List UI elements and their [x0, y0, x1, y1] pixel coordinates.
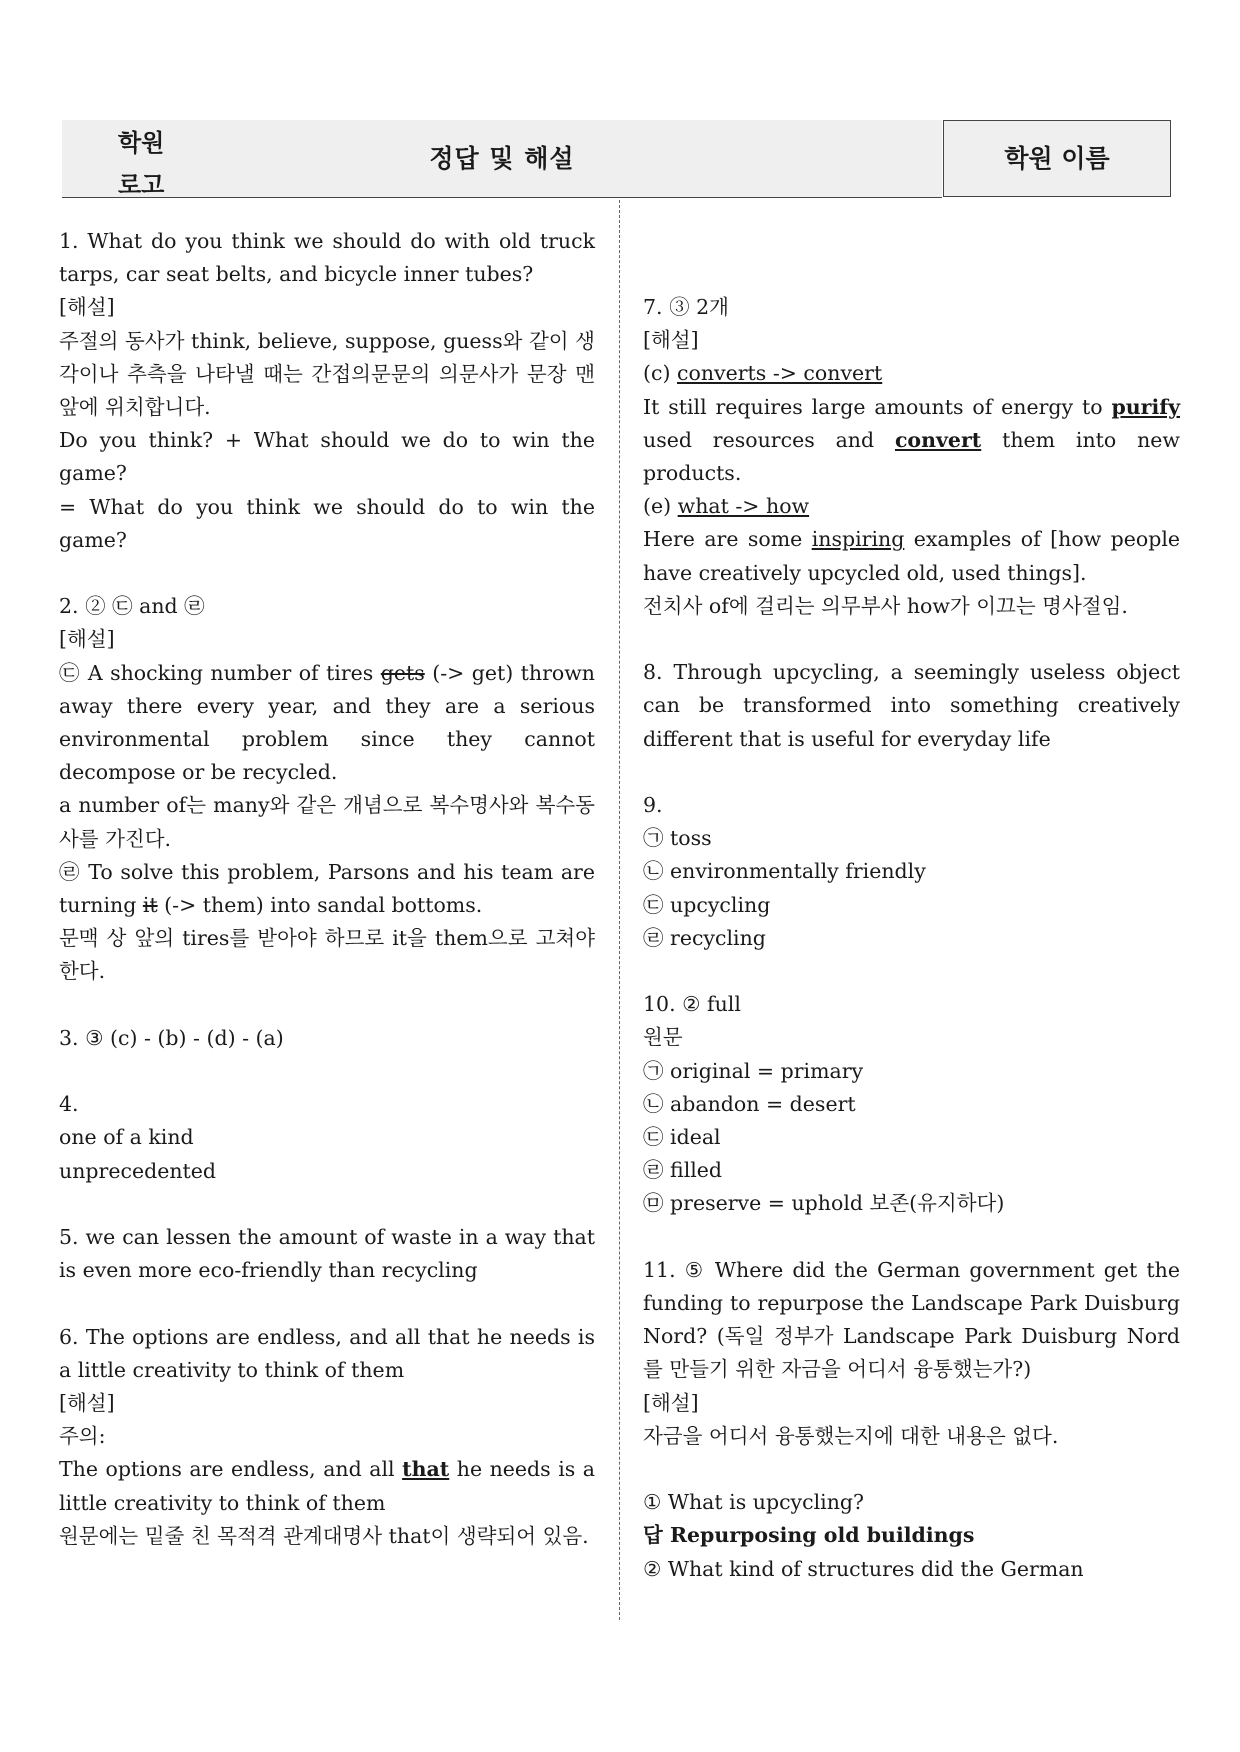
- q7-sentence-e: [643, 523, 1180, 589]
- q9-answer-a: ㉠ toss: [643, 826, 712, 851]
- struck-word: it: [142, 893, 158, 918]
- column-divider: [619, 200, 620, 1620]
- text: ㉢ A shocking number of tires: [59, 660, 381, 685]
- q4-answer-a: one of a kind: [59, 1125, 194, 1150]
- q11-option-2: ② What kind of structures did the German: [643, 1556, 1084, 1581]
- underlined-word: inspiring: [811, 527, 905, 552]
- q2-sentence-c: [59, 657, 595, 790]
- underlined-word: convert: [894, 427, 982, 452]
- q6-explanation-tag: [해설]: [59, 1391, 115, 1416]
- text: (-> them) into sandal bottoms.: [157, 893, 483, 918]
- text: examples of [how people have creatively upcycled old, used things].: [643, 527, 1181, 585]
- q1-question: 1. What do you think we should do with old truck tarps, car seat belts, and bicycle inner tubes?: [59, 229, 595, 287]
- q2-explanation-tag: [해설]: [59, 627, 115, 652]
- text: Here are some: [643, 527, 812, 552]
- q7-item-e: [643, 490, 1180, 523]
- right-column: [643, 291, 1180, 1586]
- q8-answer: 8. Through upcycling, a seemingly useless object can be transformed into something creatively different that is useful for everyday life: [643, 660, 1180, 751]
- q11-answer: 11. ⑤ Where did the German government get the funding to repurpose the Landscape Park Duisburg Nord? (독일 정부가 Landscape Park Duisburg Nord를 만들기 위한 자금을 어디서 융통했는가?): [643, 1257, 1180, 1382]
- q5-answer: 5. we can lessen the amount of waste in a way that is even more eco-friendly than recycling: [59, 1225, 595, 1283]
- q11-explanation: 자금을 어디서 융통했는지에 대한 내용은 없다.: [643, 1423, 1059, 1448]
- q11-option-1: ① What is upcycling?: [643, 1490, 865, 1515]
- q2-note-d: 문맥 상 앞의 tires를 받아야 하므로 it을 them으로 고쳐야 한다.: [59, 926, 595, 984]
- q2-sentence-d: [59, 856, 595, 922]
- q9-answer-c: ㉢ upcycling: [643, 892, 771, 917]
- q7-item-c: [643, 357, 1180, 390]
- header-main: [62, 120, 942, 198]
- q10-tag: 원문: [643, 1025, 683, 1050]
- left-column: [59, 225, 595, 1553]
- q6-sentence: [59, 1453, 595, 1519]
- q2-note-c: a number of는 many와 같은 개념으로 복수명사와 복수동사를 가진다.: [59, 793, 595, 851]
- q1-example-1: Do you think? + What should we do to win the game?: [59, 428, 595, 486]
- q10-item-b: ㉡ abandon = desert: [643, 1091, 856, 1116]
- underlined-word: that: [402, 1457, 450, 1482]
- q7-sentence-c: [643, 391, 1180, 491]
- q3-answer: 3. ③ (c) - (b) - (d) - (a): [59, 1025, 284, 1050]
- text: (-> get) thrown away there every year, and they are a serious environmental problem since they cannot decompose or be recycled.: [59, 660, 595, 785]
- q7-answer: 7. ③ 2개: [643, 295, 729, 319]
- logo-line-1: 학원: [118, 129, 165, 157]
- text: he needs is a little creativity to think of them: [59, 1457, 596, 1515]
- q10-item-e: ㉤ preserve = uphold 보존(유지하다): [643, 1191, 1005, 1216]
- header: [62, 120, 1172, 197]
- page-title: 정답 및 해설: [429, 144, 575, 173]
- underlined-word: purify: [1111, 394, 1180, 419]
- q1-explanation-tag: [해설]: [59, 295, 115, 320]
- text: ㉣ To solve this problem, Parsons and his team are turning: [59, 859, 595, 918]
- q1-explanation: 주절의 동사가 think, believe, suppose, guess와 같이 생각이나 추측을 나타낼 때는 간접의문문의 의문사가 문장 맨 앞에 위치합니다.: [59, 328, 595, 420]
- underlined-text: what -> how: [677, 494, 810, 519]
- q7-note-e: 전치사 of에 걸리는 의무부사 how가 이끄는 명사절임.: [643, 593, 1128, 618]
- q6-answer: 6. The options are endless, and all that he needs is a little creativity to think of them: [59, 1324, 595, 1382]
- text: The options are endless, and all: [59, 1457, 403, 1482]
- academy-name: 학원 이름: [943, 120, 1171, 197]
- underlined-text: converts -> convert: [677, 361, 883, 386]
- q9-answer-b: ㉡ environmentally friendly: [643, 859, 926, 884]
- q10-answer: 10. ② full: [643, 992, 741, 1017]
- text: used resources and: [643, 427, 895, 452]
- q9-number: 9.: [643, 793, 663, 818]
- q4-number: 4.: [59, 1092, 79, 1117]
- logo-line-2: 로고: [118, 171, 165, 199]
- text: them into new products.: [643, 427, 1180, 486]
- q10-item-a: ㉠ original = primary: [643, 1058, 864, 1083]
- q4-answer-b: unprecedented: [59, 1158, 217, 1183]
- text: (c): [643, 361, 677, 386]
- q2-answer: 2. ② ㉢ and ㉣: [59, 594, 205, 619]
- struck-word: gets: [380, 660, 425, 685]
- q10-item-d: ㉣ filled: [643, 1158, 723, 1183]
- q9-answer-d: ㉣ recycling: [643, 925, 766, 950]
- text: It still requires large amounts of energy to: [643, 394, 1112, 419]
- q6-note-label: 주의:: [59, 1424, 106, 1449]
- q10-item-c: ㉢ ideal: [643, 1125, 721, 1150]
- q11-option-1-answer: 답 Repurposing old buildings: [643, 1523, 975, 1548]
- q6-note: 원문에는 밑줄 친 목적격 관계대명사 that이 생략되어 있음.: [59, 1523, 589, 1548]
- q11-explanation-tag: [해설]: [643, 1390, 699, 1415]
- text: (e): [643, 494, 678, 519]
- q7-explanation-tag: [해설]: [643, 328, 699, 353]
- q1-example-2: = What do you think we should do to win the game?: [59, 494, 595, 552]
